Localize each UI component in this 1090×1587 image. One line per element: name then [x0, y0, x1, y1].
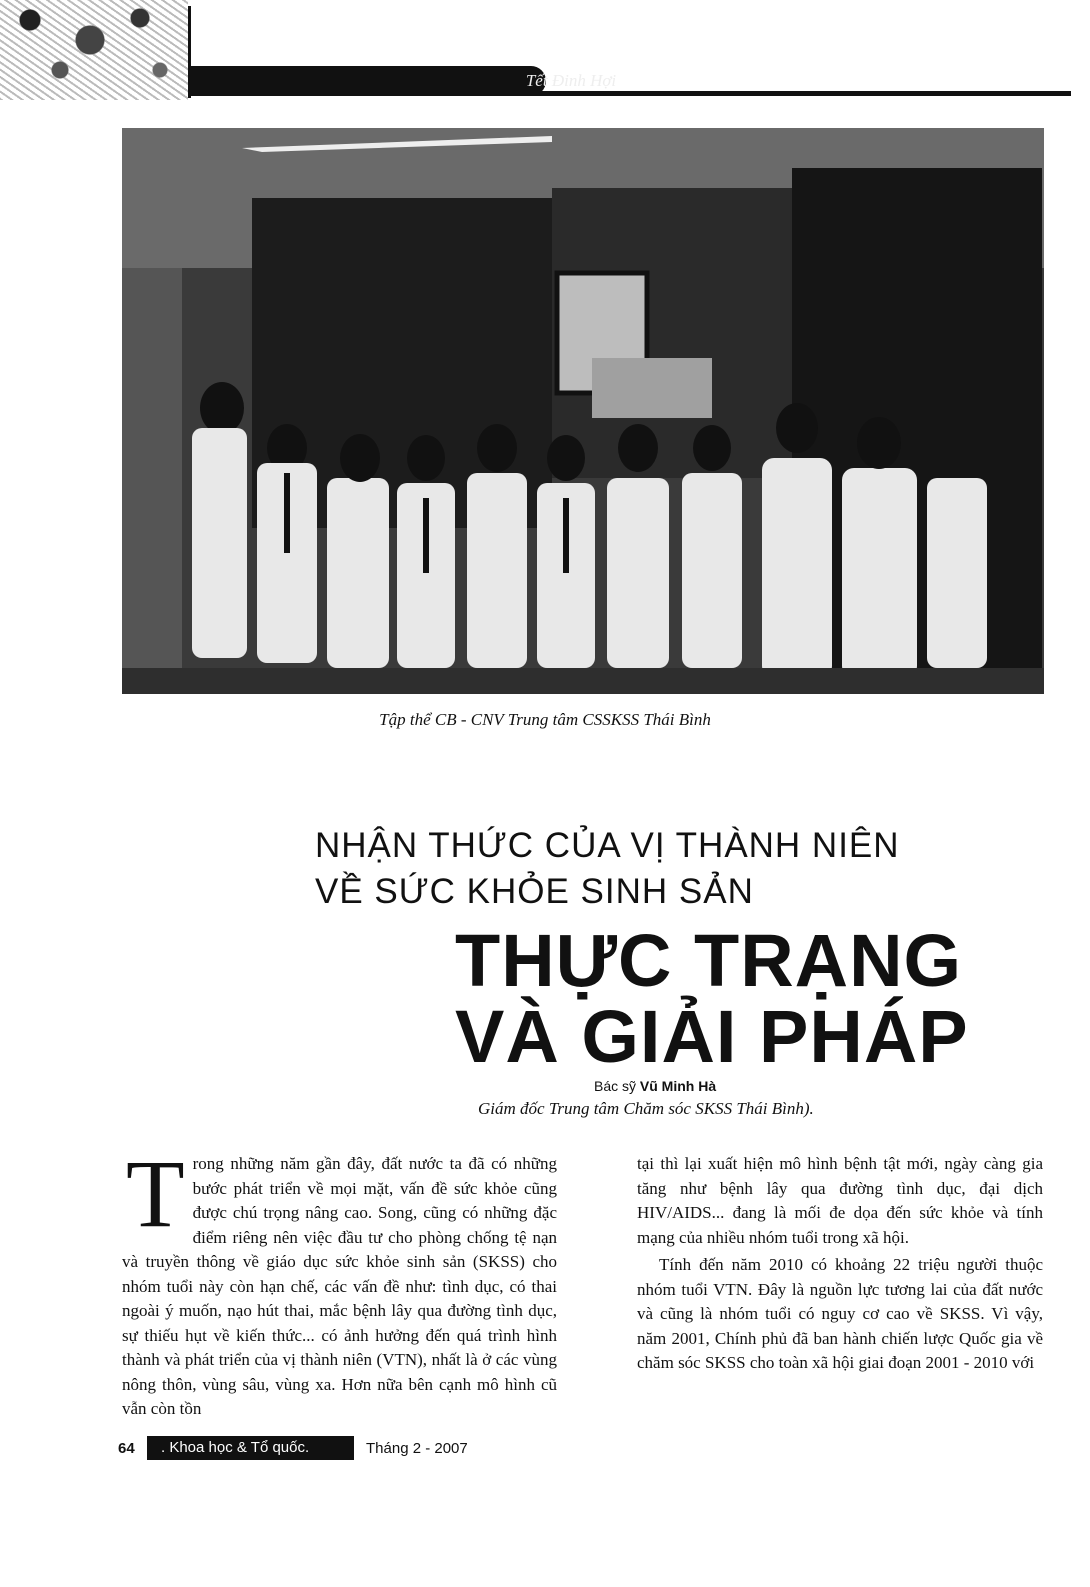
drop-cap: T	[126, 1140, 185, 1247]
article-column-left	[122, 1140, 557, 1422]
journal-name: . Khoa học & Tổ quốc.	[147, 1436, 354, 1460]
article-column-right	[637, 1152, 1043, 1376]
headline-line-1: THỰC TRẠNG	[455, 919, 963, 1002]
issue-date: Tháng 2 - 2007	[366, 1440, 468, 1457]
header-rule	[191, 91, 1071, 96]
article-paragraph-2: tại thì lại xuất hiện mô hình bệnh tật mới, ngày càng gia tăng như bệnh lây qua đường tình dục, đại dịch HIV/AIDS... đang là mối đe dọa đến sức khỏe và tính mạng của nhiều nhóm tuổi trong xã hội.	[637, 1154, 1043, 1247]
author-name: Vũ Minh Hà	[639, 1078, 717, 1094]
article-paragraph-3: Tính đến năm 2010 có khoảng 22 triệu người thuộc nhóm tuổi VTN. Đây là nguồn lực tương lai của đất nước và cũng là nhóm tuổi có nguy cơ cao về SKSS. Vì vậy, năm 2001, Chính phủ đã ban hành chiến lược Quốc gia về chăm sóc SKSS cho toàn xã hội giai đoạn 2001 - 2010 với	[637, 1255, 1043, 1372]
author-role: Giám đốc Trung tâm Chăm sóc SKSS Thái Bình).	[478, 1099, 814, 1118]
corner-ornament-image	[0, 0, 188, 100]
photo-caption: Tập thể CB - CNV Trung tâm CSSKSS Thái Bình	[379, 710, 711, 729]
page-number: 64	[118, 1440, 135, 1457]
article-paragraph-1: rong những năm gần đây, đất nước ta đã có những bước phát triển về mọi mặt, vấn đề sức khỏe cũng được chú trọng nâng cao. Song, cũng có những đặc điểm riêng nên việc đầu tư cho phòng chống tệ nạn và truyền thông về giáo dục sức khỏe sinh sản (SKSS) cho nhóm tuổi này còn hạn chế, các vấn đề như: tình dục, có thai ngoài ý muốn, nạo hút thai, mắc bệnh lây qua đường tình dục, sự thiếu hụt về kiến thức... có ảnh hưởng đến quá trình hình thành và phát triển của vị thành niên (VTN), nhất là ở các vùng nông thôn, vùng sâu, vùng xa. Hơn nữa bên cạnh mô hình cũ vẫn còn tồn	[122, 1154, 557, 1418]
section-label: Tết Đinh Hợi	[525, 71, 617, 90]
byline-prefix: Bác sỹ	[594, 1078, 637, 1094]
group-photo	[122, 128, 1044, 694]
article-title-line-1: NHẬN THỨC CỦA VỊ THÀNH NIÊN	[315, 826, 900, 865]
headline-line-2: VÀ GIẢI PHÁP	[455, 995, 969, 1078]
article-title-line-2: VỀ SỨC KHỎE SINH SẢN	[315, 872, 754, 911]
byline	[594, 1078, 716, 1094]
